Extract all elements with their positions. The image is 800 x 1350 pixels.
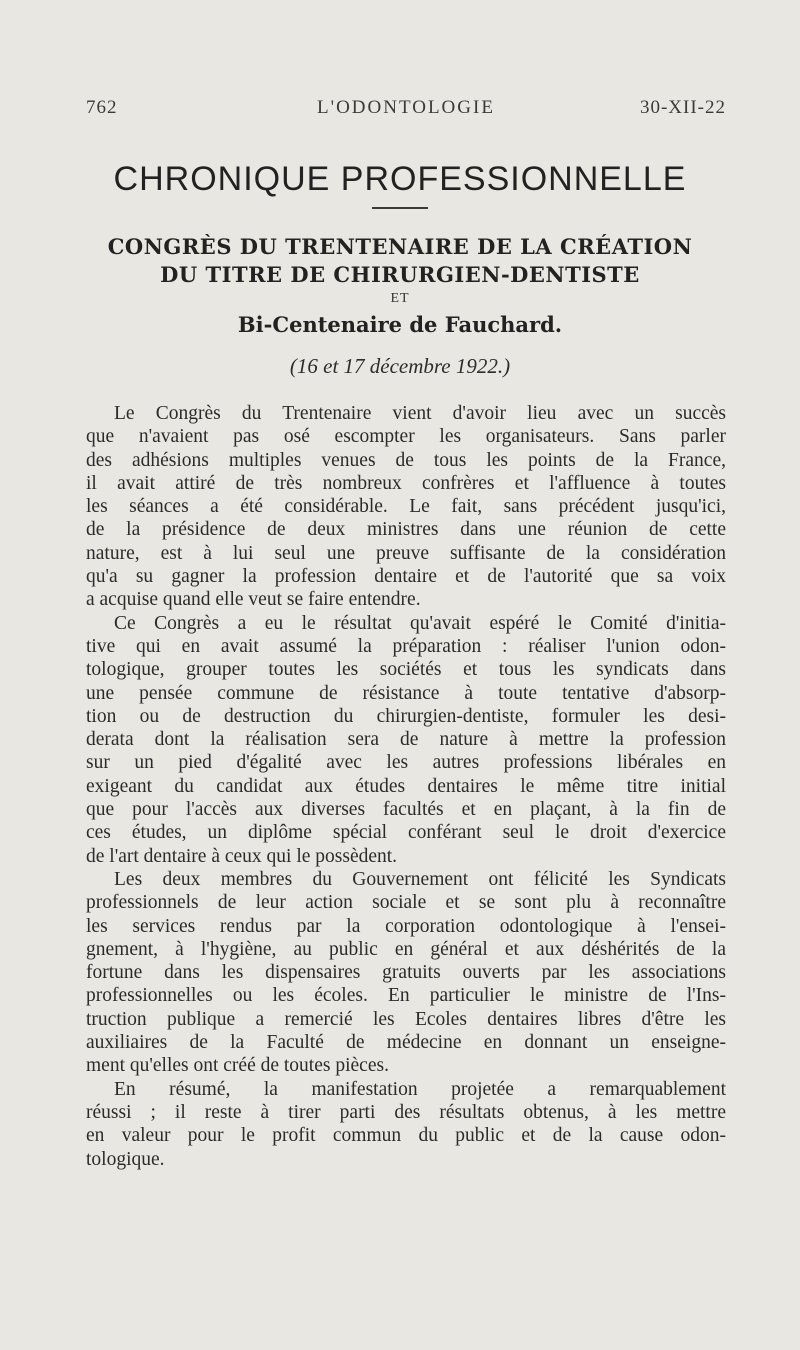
text-line: auxiliaires de la Faculté de médecine en donnant un enseigne- xyxy=(86,1032,726,1054)
text-line: que n'avaient pas osé escompter les organisateurs. Sans parler xyxy=(86,426,726,448)
text-line: de l'art dentaire à ceux qui le possèdent. xyxy=(86,845,398,867)
text-line: qu'a su gagner la profession dentaire et de l'autorité que sa voix xyxy=(86,566,726,588)
paragraph xyxy=(86,402,726,612)
text-line: ment qu'elles ont créé de toutes pièces. xyxy=(86,1055,389,1077)
text-line: de la présidence de deux ministres dans une réunion de cette xyxy=(86,519,726,541)
paragraph xyxy=(86,1078,726,1171)
section-title: CHRONIQUE PROFESSIONNELLE xyxy=(113,160,687,198)
text-line: Le Congrès du Trentenaire vient d'avoir lieu avec un succès xyxy=(114,403,726,424)
issue-date: 30-XII-22 xyxy=(639,97,726,118)
text-line: réussi ; il reste à tirer parti des résultats obtenus, à les mettre xyxy=(86,1101,726,1123)
page-number: 762 xyxy=(86,97,118,118)
text-line: professionnelles ou les écoles. En particulier le ministre de l'Ins- xyxy=(86,985,726,1007)
text-line: Ce Congrès a eu le résultat qu'avait espéré le Comité d'initia- xyxy=(114,612,726,634)
article-body xyxy=(86,402,726,1171)
text-line: professionnels de leur action sociale et se sont plu à reconnaître xyxy=(86,892,726,914)
text-line: nature, est à lui seul une preuve suffisante de la considération xyxy=(86,542,726,564)
text-line: a acquise quand elle veut se faire entendre. xyxy=(86,589,421,611)
journal-title: L'ODONTOLOGIE xyxy=(317,97,495,118)
text-line: gnement, à l'hygiène, au public en général et aux déshérités de la xyxy=(86,938,726,960)
title-rule xyxy=(372,207,428,209)
text-line: tive qui en avait assumé la préparation : réaliser l'union odon- xyxy=(86,635,726,657)
text-line: sur un pied d'égalité avec les autres professions libérales en xyxy=(86,752,726,774)
text-line: en valeur pour le profit commun du public et de la cause odon- xyxy=(86,1125,726,1147)
text-line: exigeant du candidat aux études dentaires le même titre initial xyxy=(86,775,726,797)
text-line: que pour l'accès aux diverses facultés et en plaçant, à la fin de xyxy=(86,799,726,821)
article-heading-line: DU TITRE DE CHIRURGIEN-DENTISTE xyxy=(160,262,640,287)
running-head xyxy=(86,97,726,125)
paragraph xyxy=(86,868,726,1078)
text-line: tion ou de destruction du chirurgien-dentiste, formuler les desi- xyxy=(86,705,726,727)
text-line: fortune dans les dispensaires gratuits ouverts par les associations xyxy=(86,962,726,984)
dateline: (16 et 17 décembre 1922.) xyxy=(289,354,511,378)
text-line: ces études, un diplôme spécial conférant seul le droit d'exercice xyxy=(86,822,726,844)
paragraph xyxy=(86,612,726,868)
article-heading xyxy=(0,233,800,289)
text-line: En résumé, la manifestation projetée a remarquablement xyxy=(114,1078,726,1100)
text-line: tologique, grouper toutes les sociétés et tous les syndicats dans xyxy=(86,659,726,681)
text-line: derata dont la réalisation sera de nature à mettre la profession xyxy=(86,729,726,751)
text-line: truction publique a remercié les Ecoles dentaires libres d'être les xyxy=(86,1008,726,1030)
article-subheading: Bi-Centenaire de Fauchard. xyxy=(237,312,563,337)
text-line: tologique. xyxy=(86,1148,165,1170)
heading-connector: ET xyxy=(390,291,410,306)
text-line: Les deux membres du Gouvernement ont félicité les Syndicats xyxy=(114,868,726,890)
text-line: les séances a été considérable. Le fait, sans précédent jusqu'ici, xyxy=(86,496,726,518)
article-heading-line: CONGRÈS DU TRENTENAIRE DE LA CRÉATION xyxy=(107,234,693,259)
text-line: il avait attiré de très nombreux confrères et l'affluence à toutes xyxy=(86,472,726,494)
text-line: les services rendus par la corporation odontologique à l'ensei- xyxy=(86,915,726,937)
text-line: une pensée commune de résistance à toute tentative d'absorp- xyxy=(86,682,726,704)
text-line: des adhésions multiples venues de tous les points de la France, xyxy=(86,449,726,471)
